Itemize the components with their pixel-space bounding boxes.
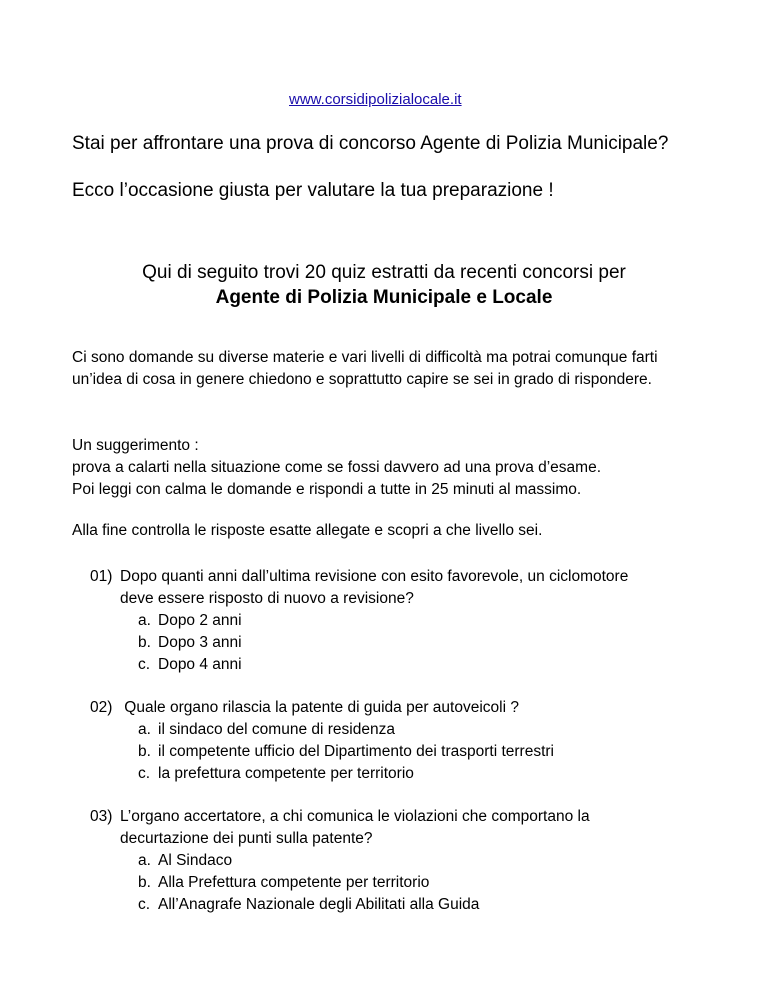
question-02 (90, 697, 519, 719)
question-03-option-c (138, 894, 479, 916)
option-letter: b. (138, 634, 151, 651)
question-02-option-c (138, 763, 414, 785)
option-letter: b. (138, 743, 151, 760)
tip-line-1: prova a calarti nella situazione come se fossi davvero ad una prova d’esame. (72, 459, 602, 476)
question-number: 01) (90, 568, 113, 585)
question-text: Quale organo rilascia la patente di guida per autoveicoli ? (120, 699, 519, 716)
tip-line-2: Poi leggi con calma le domande e rispondi a tutte in 25 minuti al massimo. (72, 481, 582, 498)
question-text: L’organo accertatore, a chi comunica le violazioni che comportano la (120, 808, 590, 825)
question-01 (90, 566, 628, 588)
question-03-line-2: decurtazione dei punti sulla patente? (120, 830, 373, 847)
option-text: Dopo 3 anni (158, 634, 242, 651)
option-letter: a. (138, 852, 151, 869)
description-line-2: un’idea di cosa in genere chiedono e soprattutto capire se sei in grado di rispondere. (72, 371, 652, 388)
option-letter: c. (138, 896, 151, 913)
question-number: 02) (90, 699, 113, 716)
question-01-option-a (138, 610, 242, 632)
question-02-option-a (138, 719, 395, 741)
question-01-option-c (138, 654, 242, 676)
final-instruction: Alla fine controlla le risposte esatte allegate e scopri a che livello sei. (72, 522, 543, 539)
option-text: il competente ufficio del Dipartimento dei trasporti terrestri (158, 743, 554, 760)
question-01-line-2: deve essere risposto di nuovo a revisione? (120, 590, 414, 607)
question-number: 03) (90, 808, 113, 825)
question-text: Dopo quanti anni dall’ultima revisione con esito favorevole, un ciclomotore (120, 568, 629, 585)
option-text: Dopo 2 anni (158, 612, 242, 629)
option-letter: c. (138, 656, 151, 673)
subtitle-line-1: Qui di seguito trovi 20 quiz estratti da recenti concorsi per (142, 262, 626, 283)
option-letter: a. (138, 721, 151, 738)
question-03-option-a (138, 850, 232, 872)
question-03 (90, 806, 590, 828)
subtitle-line-2: Agente di Polizia Municipale e Locale (215, 287, 553, 308)
option-text: il sindaco del comune di residenza (158, 721, 395, 738)
intro-occasion: Ecco l’occasione giusta per valutare la tua preparazione ! (72, 180, 554, 201)
question-02-option-b (138, 741, 554, 763)
website-link[interactable]: www.corsidipolizialocale.it (289, 91, 462, 108)
question-03-option-b (138, 872, 429, 894)
tip-title: Un suggerimento : (72, 437, 199, 454)
option-text: Al Sindaco (158, 852, 233, 869)
option-text: la prefettura competente per territorio (158, 765, 414, 782)
option-text: All’Anagrafe Nazionale degli Abilitati alla Guida (158, 896, 480, 913)
intro-question: Stai per affrontare una prova di concorso Agente di Polizia Municipale? (72, 133, 669, 154)
option-letter: a. (138, 612, 151, 629)
option-letter: b. (138, 874, 151, 891)
question-01-option-b (138, 632, 242, 654)
description-line-1: Ci sono domande su diverse materie e vari livelli di difficoltà ma potrai comunque farti (72, 349, 658, 366)
option-letter: c. (138, 765, 151, 782)
option-text: Alla Prefettura competente per territorio (158, 874, 430, 891)
option-text: Dopo 4 anni (158, 656, 242, 673)
